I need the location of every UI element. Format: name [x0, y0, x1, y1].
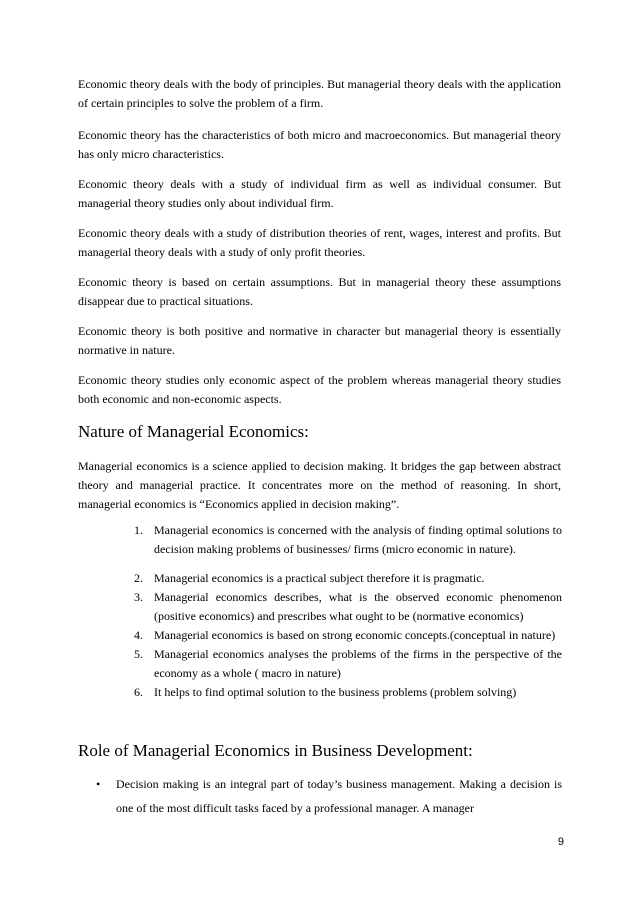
nature-point	[134, 683, 562, 702]
nature-point	[134, 569, 562, 588]
comparison-paragraph-2: Economic theory has the characteristics of both micro and macroeconomics. But managerial theory has only micro characteristics.	[78, 128, 561, 161]
nature-point-text: Managerial economics describes, what is the observed economic phenomenon (positive economics) and prescribes what ought to be (normative economics)	[154, 590, 562, 623]
nature-point-number: 1.	[134, 523, 143, 537]
nature-point-text: Managerial economics analyses the problems of the firms in the perspective of the economy as a whole ( macro in nature)	[154, 647, 562, 680]
role-bullet-text: Decision making is an integral part of today’s business management. Making a decision is one of the most difficult tasks faced by a professional manager. A manager	[116, 777, 562, 815]
comparison-paragraph-6: Economic theory is both positive and normative in character but managerial theory is essentially normative in nature.	[78, 324, 561, 357]
nature-point	[134, 588, 562, 626]
bullet-marker: •	[96, 777, 101, 791]
comparison-paragraph-7: Economic theory studies only economic aspect of the problem whereas managerial theory studies both economic and non-economic aspects.	[78, 373, 561, 406]
nature-point-text: It helps to find optimal solution to the business problems (problem solving)	[154, 685, 517, 699]
comparison-paragraph-4: Economic theory deals with a study of distribution theories of rent, wages, interest and profits. But managerial theory deals with a study of only profit theories.	[78, 226, 561, 259]
nature-point	[134, 626, 562, 645]
page-number: 9	[557, 836, 564, 848]
nature-point	[134, 645, 562, 683]
nature-point-text: Managerial economics is based on strong economic concepts.(conceptual in nature)	[154, 628, 556, 642]
nature-point-text: Managerial economics is a practical subject therefore it is pragmatic.	[154, 571, 485, 585]
role-bullet-list	[96, 772, 562, 820]
nature-point-number: 4.	[134, 628, 143, 642]
nature-point-number: 2.	[134, 571, 143, 585]
nature-point	[134, 521, 562, 559]
nature-heading: Nature of Managerial Economics:	[78, 422, 309, 441]
nature-point-number: 5.	[134, 647, 143, 661]
role-heading: Role of Managerial Economics in Business Development:	[78, 741, 473, 760]
comparison-paragraph-1: Economic theory deals with the body of principles. But managerial theory deals with the application of certain principles to solve the problem of a firm.	[78, 77, 561, 110]
nature-intro: Managerial economics is a science applied to decision making. It bridges the gap between abstract theory and managerial practice. It concentrates more on the method of reasoning. In short, managerial economics is “Economics applied in decision making”.	[78, 459, 561, 511]
comparison-paragraph-3: Economic theory deals with a study of individual firm as well as individual consumer. But managerial theory studies only about individual firm.	[78, 177, 561, 210]
nature-points-list	[134, 521, 562, 702]
nature-point-text: Managerial economics is concerned with the analysis of finding optimal solutions to decision making problems of businesses/ firms (micro economic in nature).	[154, 523, 562, 556]
comparison-paragraph-5: Economic theory is based on certain assumptions. But in managerial theory these assumptions disappear due to practical situations.	[78, 275, 561, 308]
role-bullet-item	[96, 772, 562, 820]
nature-point-number: 3.	[134, 590, 143, 604]
nature-point-number: 6.	[134, 685, 143, 699]
